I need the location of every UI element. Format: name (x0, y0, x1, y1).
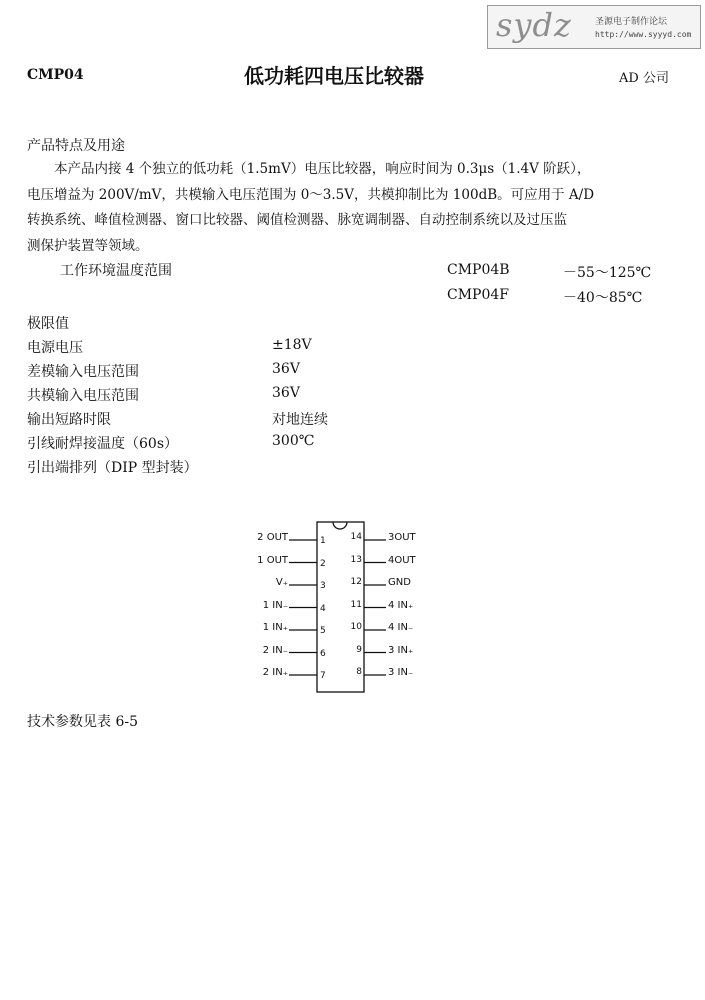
pin-label: 1 OUT (257, 554, 288, 566)
limits-heading: 极限值 (27, 316, 69, 332)
pin-label: 4OUT (388, 554, 416, 566)
pin-label: 2 IN₊ (262, 667, 288, 678)
pin1-notch (333, 522, 347, 529)
pin-label: 1 IN₊ (262, 622, 288, 633)
pin-number: 10 (350, 622, 362, 632)
pin-number: 1 (320, 536, 326, 546)
pin-label: GND (388, 577, 411, 588)
features-line: 转换系统、峰值检测器、窗口比较器、阈值检测器、脉宽调制器、自动控制系统以及过压监 (27, 212, 567, 228)
limit-value: 36V (272, 361, 300, 377)
limit-name: 共模输入电压范围 (27, 388, 139, 404)
watermark-url: http://www.syyyd.com (595, 30, 692, 39)
limit-value: 36V (272, 385, 300, 401)
pin-label: 2 IN₋ (262, 644, 288, 656)
watermark-logo: sydz (496, 6, 572, 44)
pin-label: 3OUT (388, 532, 416, 543)
pin-number: 7 (320, 671, 326, 681)
pin-label: 4 IN₋ (388, 622, 414, 633)
limit-name: 输出短路时限 (27, 412, 111, 428)
pin-number: 14 (350, 532, 362, 542)
limit-value: 对地连续 (272, 412, 328, 428)
features-line: 电压增益为 200V/mV，共模输入电压范围为 0～3.5V，共模抑制比为 100dB。可应用于 A/D (27, 186, 595, 203)
temperature-model: CMP04B (447, 262, 510, 278)
limit-name: 电源电压 (27, 340, 83, 356)
features-heading: 产品特点及用途 (27, 138, 125, 154)
limit-value: ±18V (272, 337, 312, 353)
temperature-model: CMP04F (447, 287, 509, 303)
manufacturer: AD 公司 (619, 71, 669, 86)
pin-number: 11 (350, 599, 362, 610)
temperature-range: －55～125℃ (563, 265, 652, 281)
pin-number: 12 (350, 577, 362, 587)
pin-number: 9 (356, 644, 362, 655)
pin-label: 2 OUT (257, 532, 288, 543)
limit-name: 引线耐焊接温度（60s） (27, 436, 178, 452)
pin-number: 6 (320, 648, 326, 659)
pin-number: 2 (320, 558, 326, 569)
pin-label: 3 IN₊ (388, 644, 414, 656)
watermark-site-name: 圣源电子制作论坛 (595, 17, 668, 27)
temperature-label: 工作环境温度范围 (60, 263, 172, 279)
limit-name: 差模输入电压范围 (27, 364, 139, 380)
pin-number: 5 (320, 626, 326, 636)
limit-value: 300℃ (272, 433, 315, 449)
pin-number: 13 (350, 554, 362, 565)
pin-label: 4 IN₊ (388, 599, 414, 611)
pin-label: V₊ (275, 577, 288, 588)
pinout-heading: 引出端排列（DIP 型封装） (27, 460, 198, 476)
pin-label: 1 IN₋ (262, 599, 288, 611)
pin-number: 4 (320, 603, 326, 614)
page-title: 低功耗四电压比较器 (244, 64, 424, 88)
pin-number: 8 (356, 667, 362, 677)
pin-number: 3 (320, 581, 326, 591)
features-line: 测保护装置等领域。 (27, 237, 149, 254)
features-line: 本产品内接 4 个独立的低功耗（1.5mV）电压比较器，响应时间为 0.3μs（1.4V 阶跃）， (54, 161, 591, 177)
footer-note: 技术参数见表 6-5 (27, 714, 138, 730)
part-number: CMP04 (27, 67, 84, 83)
temperature-range: －40～85℃ (563, 290, 643, 306)
pin-label: 3 IN₋ (388, 667, 414, 678)
